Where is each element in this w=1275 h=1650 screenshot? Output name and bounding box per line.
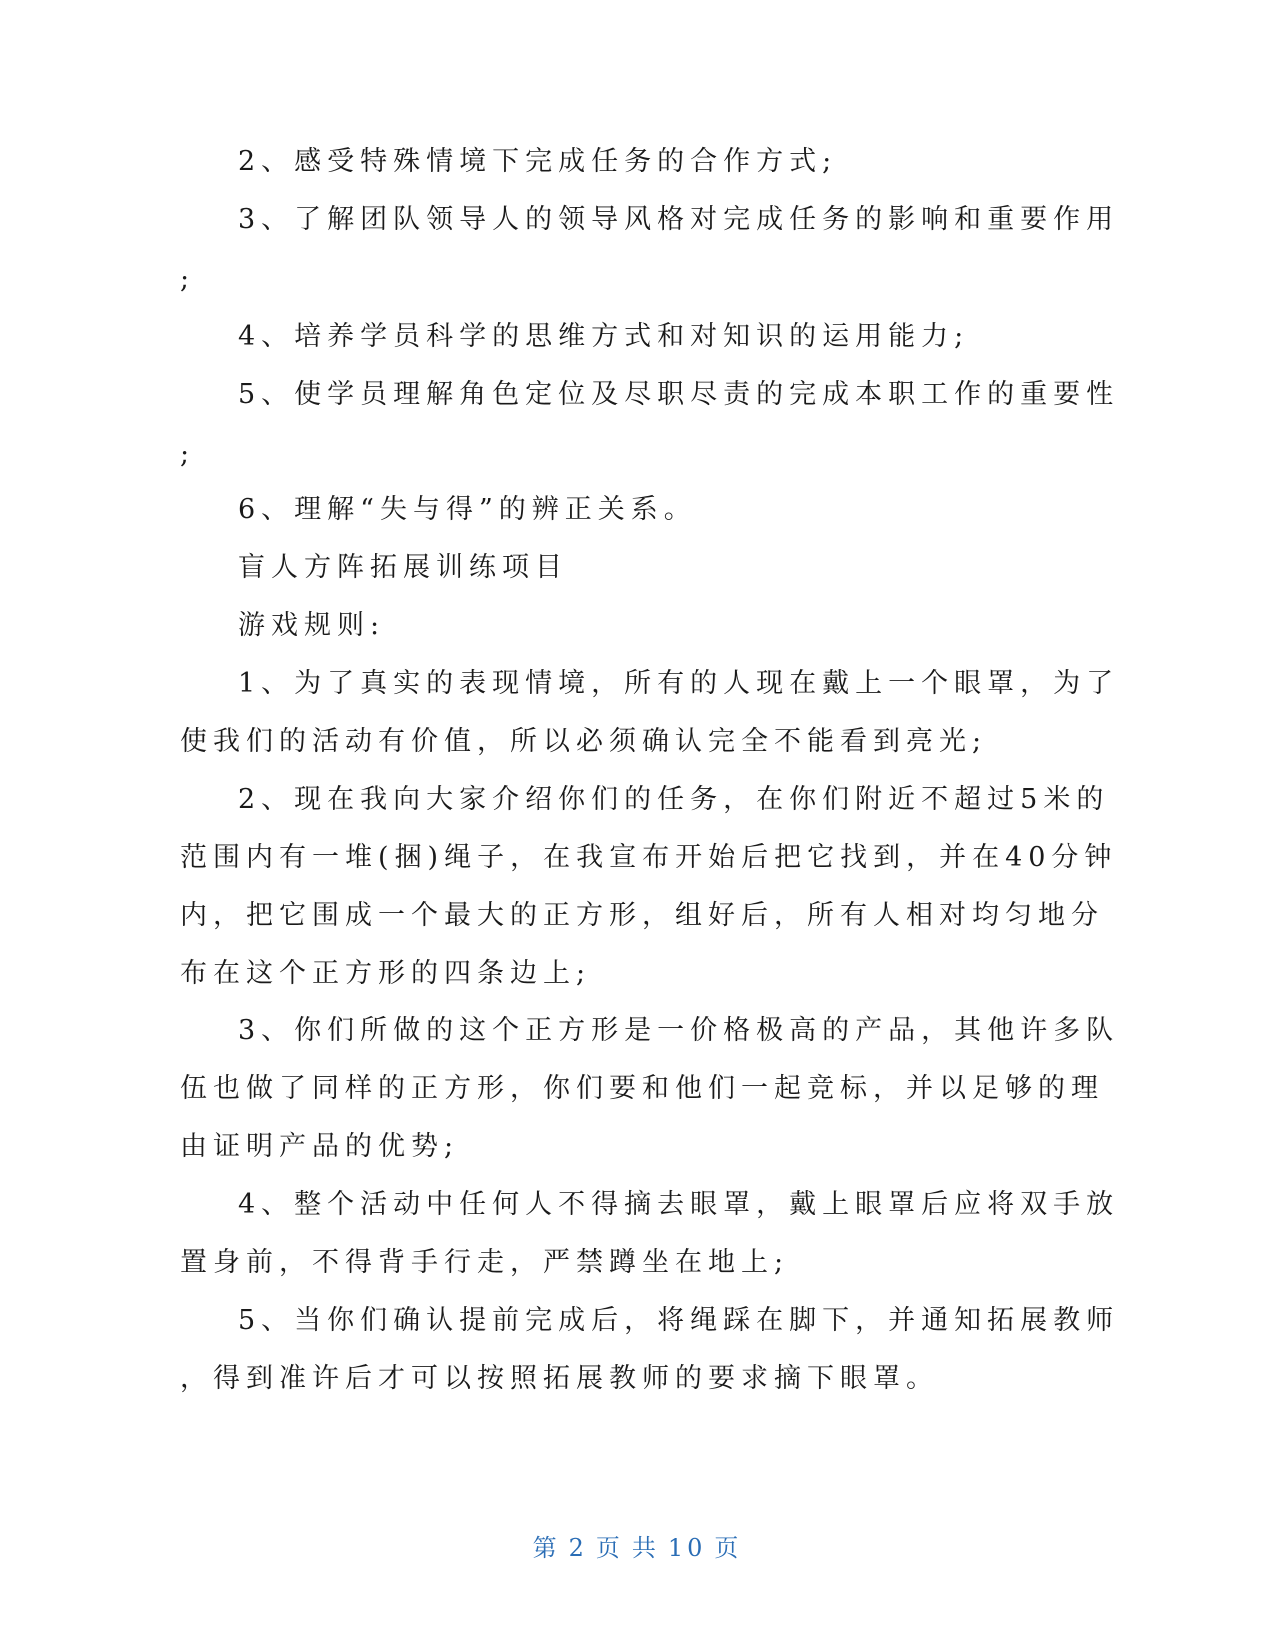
- page-footer: [0, 1533, 1275, 1563]
- text-line: 使我们的活动有价值，所以必须确认完全不能看到亮光;: [180, 726, 988, 757]
- footer-total-label: 共: [631, 1534, 660, 1562]
- current-page-number: 2: [568, 1534, 588, 1562]
- text-line: 5、使学员理解角色定位及尽职尽责的完成本职工作的重要性: [238, 379, 1120, 410]
- text-line: 范围内有一堆(捆)绳子，在我宣布开始后把它找到，并在40分钟: [180, 842, 1118, 873]
- text-line: 3、了解团队领导人的领导风格对完成任务的影响和重要作用: [238, 204, 1120, 235]
- total-page-count: 10: [667, 1534, 707, 1562]
- text-line: ;: [180, 264, 196, 295]
- footer-prefix: 第: [532, 1534, 561, 1562]
- text-line: 5、当你们确认提前完成后，将绳踩在脚下，并通知拓展教师: [238, 1305, 1120, 1336]
- text-line: 游戏规则:: [238, 610, 386, 641]
- text-line: 2、感受特殊情境下完成任务的合作方式;: [238, 146, 838, 177]
- section-heading: 盲人方阵拓展训练项目: [238, 552, 568, 583]
- footer-suffix: 页: [714, 1534, 743, 1562]
- text-line: 1、为了真实的表现情境，所有的人现在戴上一个眼罩，为了: [238, 668, 1120, 699]
- text-line: 置身前，不得背手行走，严禁蹲坐在地上;: [180, 1247, 790, 1278]
- text-line: ，得到准许后才可以按照拓展教师的要求摘下眼罩。: [180, 1363, 939, 1394]
- text-line: 伍也做了同样的正方形，你们要和他们一起竞标，并以足够的理: [180, 1073, 1104, 1104]
- text-line: 4、培养学员科学的思维方式和对知识的运用能力;: [238, 321, 970, 352]
- text-line: ;: [180, 439, 196, 470]
- text-line: 布在这个正方形的四条边上;: [180, 958, 592, 989]
- text-line: 4、整个活动中任何人不得摘去眼罩，戴上眼罩后应将双手放: [238, 1189, 1120, 1220]
- footer-page-label: 页: [595, 1534, 624, 1562]
- text-line: 3、你们所做的这个正方形是一价格极高的产品，其他许多队: [238, 1015, 1120, 1046]
- text-line: 由证明产品的优势;: [180, 1131, 460, 1162]
- text-line: 6、理解“失与得”的辨正关系。: [238, 494, 697, 525]
- text-line: 内，把它围成一个最大的正方形，组好后，所有人相对均匀地分: [180, 900, 1104, 931]
- text-line: 2、现在我向大家介绍你们的任务，在你们附近不超过5米的: [238, 784, 1110, 815]
